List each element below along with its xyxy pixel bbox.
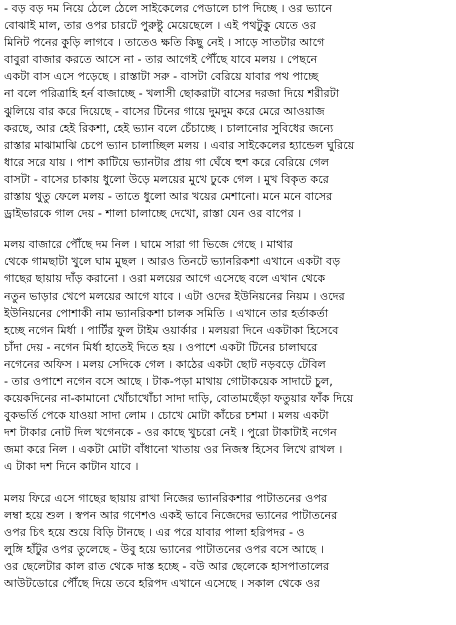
text-line: এ টাকা দশ দিনে কাটান যাবে । bbox=[4, 460, 139, 474]
text-line: মলয় বাজারে পৌঁছে দম নিল । ঘামে সারা গা ভিজে গেছে । মাথার bbox=[4, 238, 293, 252]
text-line: বাসটা - বাসের চাকায় ধুলো উড়ে মলয়ের মুখে ঢুকে গেল । মুখ বিকৃত করে bbox=[4, 172, 329, 186]
text-line: ড্রাইভারকে গাল দেয় - শালা চালাচ্ছে দেখো, রাস্তা যেন ওর বাপের । bbox=[4, 207, 302, 221]
text-line: করছে, আর হেই রিকশা, হেই ভ্যান বলে চেঁচাচ্ছে । চালানোর সুবিধের জন্যে bbox=[4, 121, 334, 135]
paragraph bbox=[4, 0, 452, 222]
text-line: গাছের ছায়ায় দাঁড় করানো । ওরা মলয়ের আগে এসেছে বলে এখান থেকে bbox=[4, 272, 326, 286]
text-line: হচ্ছে নগেন মির্ধা । পার্টির ফুল টাইম ওয়ার্কার । মলয়রা দিনে একটাকা হিসেবে bbox=[4, 323, 339, 337]
text-line: আউটডোরে পৌঁছে দিয়ে তবে হরিপদ এখানে এসেছে । সকাল থেকে ওর bbox=[4, 577, 320, 590]
text-line: নতুন ভাড়ার খেপে মলয়ের আগে যাবে । এটা ওদের ইউনিয়নের নিয়ম । ওদের bbox=[4, 289, 345, 303]
paragraph bbox=[4, 236, 452, 475]
text-line: কয়েকদিনের না-কামানো খোঁচাখোঁচা সাদা দাড়ি, বোতামছেঁড়া ফতুয়ার ফাঁক দিয়ে bbox=[4, 392, 354, 406]
story-text bbox=[4, 0, 452, 592]
text-line: মলয় ফিরে এসে গাছের ছায়ায় রাখা নিজের ভ্যানরিকশার পাটাতনের ওপর bbox=[4, 491, 328, 505]
text-line: না বলে পরিত্রাহি হর্ন বাজাচ্ছে - খলাসী ছোকরাটা বাসের দরজা দিয়ে শরীরটা bbox=[4, 87, 340, 101]
text-line: ওর ছেলেটার কাল রাত থেকে দাস্ত হচ্ছে - বউ আর ছেলেকে হাসপাতালের bbox=[4, 559, 330, 573]
text-line: রাস্তার মাঝামাঝি চেপে ভ্যান চালাচ্ছিল মলয় । এবার সাইকেলের হ্যান্ডেল ঘুরিয়ে bbox=[4, 138, 355, 152]
text-line: রাস্তায় থুতু ফেলে মলয় - তাতে ধুলো আর খয়ের মেশানো। মনে মনে বাসের bbox=[4, 190, 333, 204]
text-line: ধারে সরে যায় । পাশ কাটিয়ে ভ্যানটার প্রায় গা ঘেঁষে হুশ করে বেরিয়ে গেল bbox=[4, 155, 330, 169]
paragraph-gap bbox=[4, 222, 452, 236]
text-line: জমা করে নিল । একটা মোটা বাঁধানো খাতায় ওর নিজস্ব হিসেব লিখে রাখল । bbox=[4, 443, 343, 457]
text-line: বাবুরা বাজার করতে আসে না - তার আগেই পৌঁছে যাবে মলয় । পেছনে bbox=[4, 53, 318, 67]
text-line: বুকভর্তি পেকে যাওয়া সাদা লোম । চোখে মোটা কাঁচের চশমা । মলয় একটা bbox=[4, 409, 329, 423]
text-line: মিনিট পনের কুড়ি লাগবে । তাতেও ক্ষতি কিছু নেই । সাড়ে সাতটার আগে bbox=[4, 36, 325, 50]
text-line: ওপর চিৎ হয়ে শুয়ে বিড়ি টানছে । এর পরে যাবার পালা হরিপদর - ও bbox=[4, 525, 305, 539]
paragraph-gap bbox=[4, 476, 452, 490]
text-line: লম্বা হয়ে শুল । স্বপন আর গণেশও একই ভাবে নিজেদের ভ্যানের পাটাতনের bbox=[4, 508, 338, 522]
text-line: নগেনের অফিস । মলয় সেদিকে গেল । কাঠের একটা ছোট নড়বড়ে টেবিল bbox=[4, 357, 326, 371]
text-line: থেকে গামছাটা খুলে ঘাম মুছল । আরও তিনটে ভ্যানরিকশা এখানে একটা বড় bbox=[4, 255, 341, 269]
text-line: দশ টাকার নোট দিল খগেনকে - ওর কাছে খুচরো নেই । পুরো টাকাটাই নগেন bbox=[4, 426, 337, 440]
text-line: - তার ওপাশে নগেন বসে আছে । টাক-পড়া মাথায় গোটাকয়েক সাদাটে চুল, bbox=[4, 374, 333, 388]
text-line: বোঝাই মাল, তার ওপর চারটে পুরুষ্টু মেয়েছেলে । এই পথটুকু যেতে ওর bbox=[4, 19, 316, 33]
text-line: চাঁদা দেয় - নগেন মির্ধা হাতেই দিতে হয় । ওপাশে একটা টিনের চালাঘরে bbox=[4, 340, 318, 354]
text-line: একটা বাস এসে পড়েছে । রাস্তাটা সরু - বাসটা বেরিয়ে যাবার পথ পাচ্ছে bbox=[4, 70, 319, 84]
paragraph bbox=[4, 490, 452, 593]
text-line: লুঙ্গি হাঁটুর ওপর তুলেছে - উবু হয়ে ভ্যানের পাটাতনের ওপর বসে আছে । bbox=[4, 542, 324, 556]
text-line: - বড় বড় দম নিয়ে ঠেলে ঠেলে সাইকেলের পেডালে চাপ দিচ্ছে । ওর ভ্যানে bbox=[4, 2, 333, 15]
text-line: ইউনিয়নের পোশাকী নাম ভ্যানরিকশা চালক সমিতি । এখানে তার হর্তাকর্তা bbox=[4, 306, 329, 320]
text-line: ঝুলিয়ে বার করে দিয়েছে - বাসের টিনের গায়ে দুমদুম করে মেরে আওয়াজ bbox=[4, 104, 325, 118]
